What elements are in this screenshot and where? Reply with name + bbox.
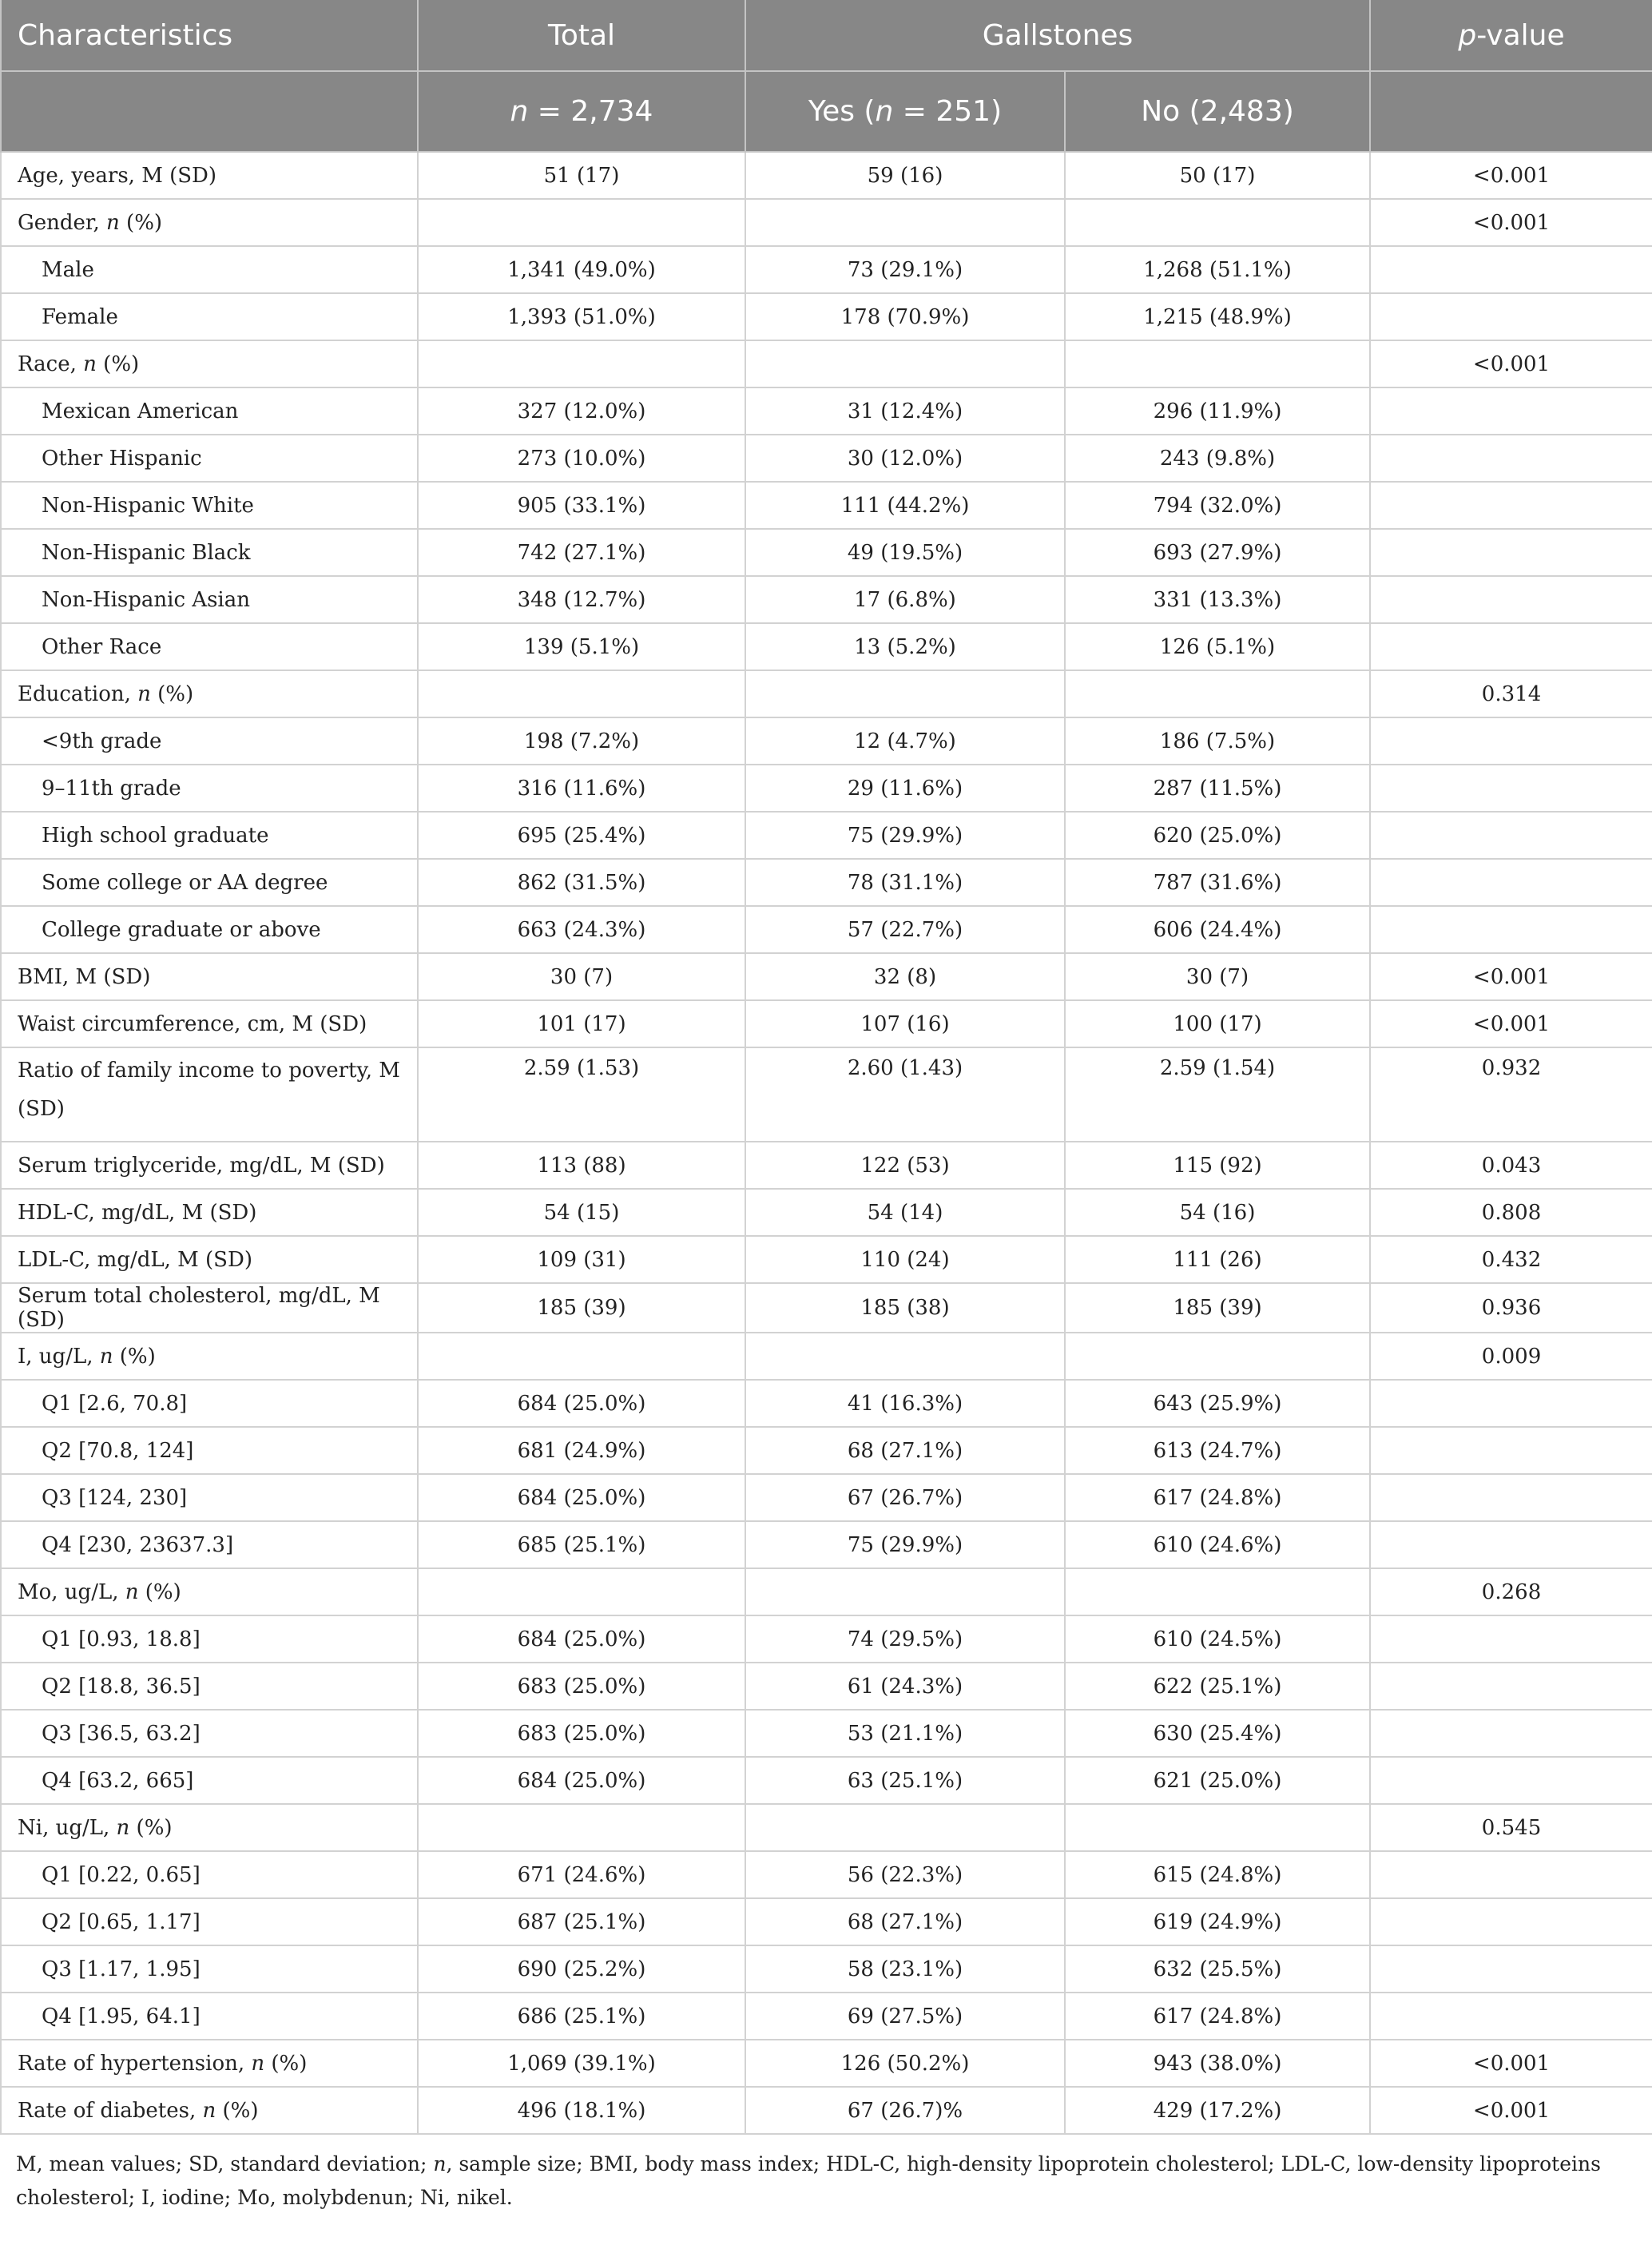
row-label: College graduate or above	[1, 906, 418, 953]
row-gallstones-yes: 107 (16)	[745, 1000, 1065, 1047]
header-total-n: n = 2,734	[418, 71, 745, 152]
row-gallstones-no: 606 (24.4%)	[1065, 906, 1370, 953]
row-label: Ratio of family income to poverty, M (SD)	[1, 1047, 418, 1142]
row-pvalue: 0.268	[1370, 1568, 1652, 1615]
row-pvalue: 0.432	[1370, 1236, 1652, 1283]
row-gallstones-yes: 12 (4.7%)	[745, 717, 1065, 765]
row-gallstones-no: 615 (24.8%)	[1065, 1851, 1370, 1898]
row-gallstones-no: 1,215 (48.9%)	[1065, 293, 1370, 340]
row-pvalue: 0.314	[1370, 670, 1652, 717]
row-gallstones-no: 185 (39)	[1065, 1283, 1370, 1333]
row-pvalue	[1370, 765, 1652, 812]
row-pvalue	[1370, 246, 1652, 293]
table-row	[1, 1380, 1652, 1427]
row-label: LDL-C, mg/dL, M (SD)	[1, 1236, 418, 1283]
row-total: 101 (17)	[418, 1000, 745, 1047]
row-gallstones-yes: 111 (44.2%)	[745, 482, 1065, 529]
row-label: Female	[1, 293, 418, 340]
row-total: 684 (25.0%)	[418, 1615, 745, 1663]
table-row	[1, 529, 1652, 576]
row-total: 51 (17)	[418, 152, 745, 199]
row-label: Other Hispanic	[1, 435, 418, 482]
row-gallstones-no: 54 (16)	[1065, 1189, 1370, 1236]
row-gallstones-yes: 32 (8)	[745, 953, 1065, 1000]
row-gallstones-no: 610 (24.5%)	[1065, 1615, 1370, 1663]
row-pvalue	[1370, 482, 1652, 529]
row-pvalue: 0.043	[1370, 1142, 1652, 1189]
row-total: 109 (31)	[418, 1236, 745, 1283]
row-pvalue	[1370, 529, 1652, 576]
header-total: Total	[418, 0, 745, 71]
row-gallstones-yes: 68 (27.1%)	[745, 1898, 1065, 1945]
row-total	[418, 340, 745, 387]
row-total: 684 (25.0%)	[418, 1380, 745, 1427]
row-gallstones-yes: 61 (24.3%)	[745, 1663, 1065, 1710]
row-gallstones-no: 620 (25.0%)	[1065, 812, 1370, 859]
table-row	[1, 387, 1652, 435]
row-gallstones-yes: 2.60 (1.43)	[745, 1047, 1065, 1142]
row-total: 684 (25.0%)	[418, 1757, 745, 1804]
row-label: Rate of hypertension, n (%)	[1, 2040, 418, 2087]
row-gallstones-no: 30 (7)	[1065, 953, 1370, 1000]
row-gallstones-yes	[745, 670, 1065, 717]
row-total: 1,393 (51.0%)	[418, 293, 745, 340]
row-gallstones-yes: 41 (16.3%)	[745, 1380, 1065, 1427]
table-row	[1, 1568, 1652, 1615]
row-pvalue: 0.808	[1370, 1189, 1652, 1236]
table-body	[1, 152, 1652, 2134]
row-pvalue: <0.001	[1370, 340, 1652, 387]
row-gallstones-no: 643 (25.9%)	[1065, 1380, 1370, 1427]
row-pvalue	[1370, 1851, 1652, 1898]
table-row	[1, 1804, 1652, 1851]
table-row	[1, 482, 1652, 529]
row-label: Mo, ug/L, n (%)	[1, 1568, 418, 1615]
table-row	[1, 670, 1652, 717]
row-label: I, ug/L, n (%)	[1, 1333, 418, 1380]
row-pvalue	[1370, 906, 1652, 953]
row-gallstones-yes: 69 (27.5%)	[745, 1993, 1065, 2040]
table-row	[1, 1993, 1652, 2040]
row-label: Age, years, M (SD)	[1, 152, 418, 199]
row-pvalue	[1370, 1710, 1652, 1757]
table-row	[1, 717, 1652, 765]
row-total: 905 (33.1%)	[418, 482, 745, 529]
row-gallstones-yes: 58 (23.1%)	[745, 1945, 1065, 1993]
row-label: HDL-C, mg/dL, M (SD)	[1, 1189, 418, 1236]
row-label: Some college or AA degree	[1, 859, 418, 906]
row-pvalue: <0.001	[1370, 1000, 1652, 1047]
table-row	[1, 1474, 1652, 1521]
row-label: Education, n (%)	[1, 670, 418, 717]
row-gallstones-no: 693 (27.9%)	[1065, 529, 1370, 576]
row-gallstones-no	[1065, 1568, 1370, 1615]
row-label: Q3 [36.5, 63.2]	[1, 1710, 418, 1757]
table-row	[1, 199, 1652, 246]
row-total	[418, 1333, 745, 1380]
row-gallstones-no: 1,268 (51.1%)	[1065, 246, 1370, 293]
row-total	[418, 199, 745, 246]
table-row	[1, 1851, 1652, 1898]
row-total: 862 (31.5%)	[418, 859, 745, 906]
row-total: 684 (25.0%)	[418, 1474, 745, 1521]
row-gallstones-yes: 53 (21.1%)	[745, 1710, 1065, 1757]
table-row	[1, 1663, 1652, 1710]
row-pvalue	[1370, 576, 1652, 623]
row-gallstones-yes: 59 (16)	[745, 152, 1065, 199]
row-gallstones-yes: 29 (11.6%)	[745, 765, 1065, 812]
row-total: 742 (27.1%)	[418, 529, 745, 576]
row-total: 671 (24.6%)	[418, 1851, 745, 1898]
row-pvalue	[1370, 623, 1652, 670]
table-row	[1, 765, 1652, 812]
row-total: 1,341 (49.0%)	[418, 246, 745, 293]
row-gallstones-yes: 17 (6.8%)	[745, 576, 1065, 623]
row-gallstones-no	[1065, 1804, 1370, 1851]
row-gallstones-yes: 110 (24)	[745, 1236, 1065, 1283]
table-row	[1, 340, 1652, 387]
row-total: 496 (18.1%)	[418, 2087, 745, 2134]
row-pvalue	[1370, 1898, 1652, 1945]
row-total: 683 (25.0%)	[418, 1710, 745, 1757]
row-total	[418, 1568, 745, 1615]
row-gallstones-yes	[745, 1333, 1065, 1380]
row-pvalue	[1370, 859, 1652, 906]
table-row	[1, 1189, 1652, 1236]
row-gallstones-yes: 73 (29.1%)	[745, 246, 1065, 293]
row-pvalue: <0.001	[1370, 152, 1652, 199]
row-pvalue	[1370, 1380, 1652, 1427]
row-gallstones-yes	[745, 1568, 1065, 1615]
row-total: 30 (7)	[418, 953, 745, 1000]
row-gallstones-yes: 126 (50.2%)	[745, 2040, 1065, 2087]
row-gallstones-yes: 78 (31.1%)	[745, 859, 1065, 906]
table-row	[1, 1333, 1652, 1380]
row-total: 695 (25.4%)	[418, 812, 745, 859]
row-gallstones-yes: 68 (27.1%)	[745, 1427, 1065, 1474]
row-pvalue: 0.009	[1370, 1333, 1652, 1380]
row-label: Gender, n (%)	[1, 199, 418, 246]
row-total: 690 (25.2%)	[418, 1945, 745, 1993]
row-total: 348 (12.7%)	[418, 576, 745, 623]
row-gallstones-no: 617 (24.8%)	[1065, 1993, 1370, 2040]
row-gallstones-no: 632 (25.5%)	[1065, 1945, 1370, 1993]
row-label: Q1 [0.22, 0.65]	[1, 1851, 418, 1898]
row-label: High school graduate	[1, 812, 418, 859]
row-gallstones-yes: 31 (12.4%)	[745, 387, 1065, 435]
row-gallstones-no: 794 (32.0%)	[1065, 482, 1370, 529]
row-gallstones-yes	[745, 199, 1065, 246]
row-pvalue	[1370, 1945, 1652, 1993]
row-gallstones-yes: 178 (70.9%)	[745, 293, 1065, 340]
row-total: 327 (12.0%)	[418, 387, 745, 435]
table-row	[1, 1283, 1652, 1333]
row-gallstones-yes: 49 (19.5%)	[745, 529, 1065, 576]
table-row	[1, 1000, 1652, 1047]
row-label: Q2 [70.8, 124]	[1, 1427, 418, 1474]
row-label: BMI, M (SD)	[1, 953, 418, 1000]
row-label: Other Race	[1, 623, 418, 670]
row-label: Male	[1, 246, 418, 293]
row-pvalue	[1370, 1757, 1652, 1804]
table-row	[1, 1142, 1652, 1189]
header-blank-1	[1, 71, 418, 152]
row-pvalue: <0.001	[1370, 953, 1652, 1000]
table-row	[1, 152, 1652, 199]
table-row	[1, 1898, 1652, 1945]
row-pvalue: 0.936	[1370, 1283, 1652, 1333]
table-row	[1, 1236, 1652, 1283]
row-pvalue	[1370, 1615, 1652, 1663]
row-gallstones-no: 2.59 (1.54)	[1065, 1047, 1370, 1142]
row-label: Non-Hispanic Asian	[1, 576, 418, 623]
row-gallstones-no: 243 (9.8%)	[1065, 435, 1370, 482]
table-row	[1, 1427, 1652, 1474]
row-label: Waist circumference, cm, M (SD)	[1, 1000, 418, 1047]
row-total: 663 (24.3%)	[418, 906, 745, 953]
row-gallstones-yes: 74 (29.5%)	[745, 1615, 1065, 1663]
row-total: 686 (25.1%)	[418, 1993, 745, 2040]
row-total: 681 (24.9%)	[418, 1427, 745, 1474]
row-gallstones-no: 126 (5.1%)	[1065, 623, 1370, 670]
table-row	[1, 812, 1652, 859]
table-row	[1, 623, 1652, 670]
table-header	[1, 0, 1652, 152]
row-gallstones-yes: 185 (38)	[745, 1283, 1065, 1333]
row-label: Serum total cholesterol, mg/dL, M (SD)	[1, 1283, 418, 1333]
row-pvalue: <0.001	[1370, 2087, 1652, 2134]
row-gallstones-no: 100 (17)	[1065, 1000, 1370, 1047]
row-gallstones-no: 617 (24.8%)	[1065, 1474, 1370, 1521]
row-gallstones-yes: 56 (22.3%)	[745, 1851, 1065, 1898]
row-label: Q4 [230, 23637.3]	[1, 1521, 418, 1568]
row-pvalue	[1370, 387, 1652, 435]
table-row	[1, 576, 1652, 623]
row-pvalue: 0.545	[1370, 1804, 1652, 1851]
row-gallstones-no	[1065, 340, 1370, 387]
row-gallstones-yes: 67 (26.7)%	[745, 2087, 1065, 2134]
row-gallstones-yes: 63 (25.1%)	[745, 1757, 1065, 1804]
table-row	[1, 1615, 1652, 1663]
header-blank-2	[1370, 71, 1652, 152]
row-gallstones-yes: 54 (14)	[745, 1189, 1065, 1236]
row-pvalue	[1370, 812, 1652, 859]
row-total: 185 (39)	[418, 1283, 745, 1333]
row-gallstones-no: 613 (24.7%)	[1065, 1427, 1370, 1474]
row-pvalue: <0.001	[1370, 199, 1652, 246]
row-gallstones-yes: 75 (29.9%)	[745, 812, 1065, 859]
row-label: Serum triglyceride, mg/dL, M (SD)	[1, 1142, 418, 1189]
row-gallstones-no: 287 (11.5%)	[1065, 765, 1370, 812]
table-row	[1, 1945, 1652, 1993]
row-pvalue	[1370, 1663, 1652, 1710]
table-row	[1, 293, 1652, 340]
row-total: 54 (15)	[418, 1189, 745, 1236]
row-pvalue	[1370, 435, 1652, 482]
row-gallstones-no	[1065, 199, 1370, 246]
row-label: Q1 [2.6, 70.8]	[1, 1380, 418, 1427]
row-gallstones-no: 429 (17.2%)	[1065, 2087, 1370, 2134]
row-pvalue	[1370, 717, 1652, 765]
row-label: 9–11th grade	[1, 765, 418, 812]
row-gallstones-no: 115 (92)	[1065, 1142, 1370, 1189]
row-gallstones-no: 622 (25.1%)	[1065, 1663, 1370, 1710]
row-gallstones-yes: 13 (5.2%)	[745, 623, 1065, 670]
row-gallstones-no: 186 (7.5%)	[1065, 717, 1370, 765]
row-total: 273 (10.0%)	[418, 435, 745, 482]
table-row	[1, 859, 1652, 906]
row-label: <9th grade	[1, 717, 418, 765]
row-total: 1,069 (39.1%)	[418, 2040, 745, 2087]
row-gallstones-yes: 67 (26.7%)	[745, 1474, 1065, 1521]
row-label: Q2 [0.65, 1.17]	[1, 1898, 418, 1945]
row-total: 683 (25.0%)	[418, 1663, 745, 1710]
header-characteristics: Characteristics	[1, 0, 418, 71]
table-row	[1, 1757, 1652, 1804]
row-label: Rate of diabetes, n (%)	[1, 2087, 418, 2134]
table-row	[1, 435, 1652, 482]
row-pvalue: <0.001	[1370, 2040, 1652, 2087]
header-pvalue: p-value	[1370, 0, 1652, 71]
table-row	[1, 1047, 1652, 1142]
row-gallstones-yes	[745, 1804, 1065, 1851]
row-total	[418, 670, 745, 717]
row-label: Non-Hispanic Black	[1, 529, 418, 576]
row-pvalue	[1370, 1521, 1652, 1568]
row-total: 687 (25.1%)	[418, 1898, 745, 1945]
row-gallstones-yes: 30 (12.0%)	[745, 435, 1065, 482]
row-gallstones-yes	[745, 340, 1065, 387]
header-gallstones: Gallstones	[745, 0, 1370, 71]
row-gallstones-yes: 75 (29.9%)	[745, 1521, 1065, 1568]
row-pvalue	[1370, 1474, 1652, 1521]
row-gallstones-no: 630 (25.4%)	[1065, 1710, 1370, 1757]
row-gallstones-no: 50 (17)	[1065, 152, 1370, 199]
row-total: 113 (88)	[418, 1142, 745, 1189]
row-label: Non-Hispanic White	[1, 482, 418, 529]
row-total: 139 (5.1%)	[418, 623, 745, 670]
header-no-n: No (2,483)	[1065, 71, 1370, 152]
row-pvalue	[1370, 1993, 1652, 2040]
row-label: Race, n (%)	[1, 340, 418, 387]
row-label: Q4 [1.95, 64.1]	[1, 1993, 418, 2040]
row-label: Q4 [63.2, 665]	[1, 1757, 418, 1804]
table-row	[1, 2087, 1652, 2134]
row-label: Ni, ug/L, n (%)	[1, 1804, 418, 1851]
row-pvalue	[1370, 293, 1652, 340]
row-total: 198 (7.2%)	[418, 717, 745, 765]
table-row	[1, 1521, 1652, 1568]
row-gallstones-no: 619 (24.9%)	[1065, 1898, 1370, 1945]
row-pvalue: 0.932	[1370, 1047, 1652, 1142]
row-total: 316 (11.6%)	[418, 765, 745, 812]
row-label: Q3 [1.17, 1.95]	[1, 1945, 418, 1993]
row-total: 685 (25.1%)	[418, 1521, 745, 1568]
row-gallstones-no: 943 (38.0%)	[1065, 2040, 1370, 2087]
row-total	[418, 1804, 745, 1851]
header-yes-n: Yes (n = 251)	[745, 71, 1065, 152]
table-row	[1, 1710, 1652, 1757]
row-pvalue	[1370, 1427, 1652, 1474]
table-footnote: M, mean values; SD, standard deviation; n, sample size; BMI, body mass index; HDL-C, high-density lipoprotein cholesterol; LDL-C, low-density lipoproteins cholesterol; I, iodine; Mo, molybdenun; Ni, nikel.	[16, 2152, 1601, 2209]
row-gallstones-no: 331 (13.3%)	[1065, 576, 1370, 623]
row-gallstones-yes: 122 (53)	[745, 1142, 1065, 1189]
row-gallstones-no: 610 (24.6%)	[1065, 1521, 1370, 1568]
row-total: 2.59 (1.53)	[418, 1047, 745, 1142]
row-label: Q2 [18.8, 36.5]	[1, 1663, 418, 1710]
row-gallstones-no: 111 (26)	[1065, 1236, 1370, 1283]
row-label: Mexican American	[1, 387, 418, 435]
row-gallstones-yes: 57 (22.7%)	[745, 906, 1065, 953]
row-gallstones-no: 621 (25.0%)	[1065, 1757, 1370, 1804]
table-row	[1, 2040, 1652, 2087]
table-row	[1, 906, 1652, 953]
row-label: Q3 [124, 230]	[1, 1474, 418, 1521]
row-gallstones-no: 787 (31.6%)	[1065, 859, 1370, 906]
row-label: Q1 [0.93, 18.8]	[1, 1615, 418, 1663]
table-row	[1, 246, 1652, 293]
table-row	[1, 953, 1652, 1000]
row-gallstones-no: 296 (11.9%)	[1065, 387, 1370, 435]
row-gallstones-no	[1065, 670, 1370, 717]
row-gallstones-no	[1065, 1333, 1370, 1380]
